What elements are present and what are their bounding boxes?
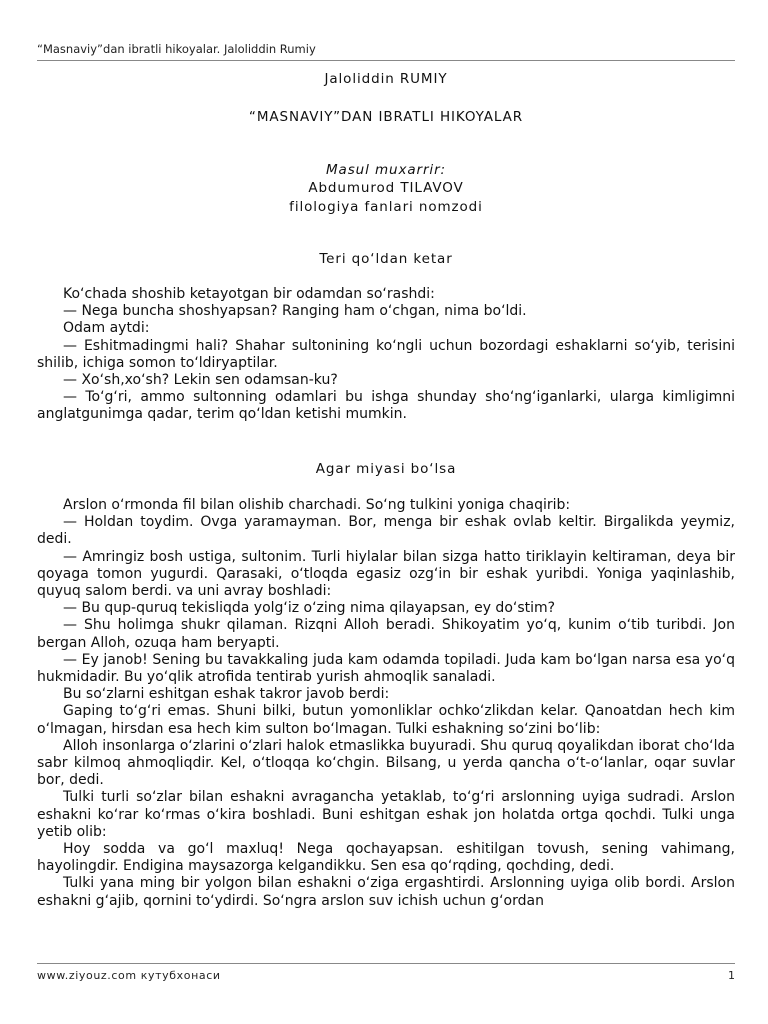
paragraph: Hoy sodda va go‘l maxluq! Nega qochayapsan. eshitilgan tovush, sening vahimang, hayolingdir. Endigina maysazorga kelgandikku. Sen esa qo‘rqding, qochding, dedi.: [37, 841, 735, 875]
story-body-1: [37, 286, 735, 424]
paragraph: — Holdan toydim. Ovga yaramayman. Bor, menga bir eshak ovlab keltir. Birgalikda yeymiz, dedi.: [37, 514, 735, 548]
paragraph: Odam aytdi:: [63, 320, 150, 337]
paragraph: Gaping to‘g‘ri emas. Shuni bilki, butun yomonliklar ochko‘zlikdan kelar. Qanoatdan hech kim o‘lmagan, hirsdan esa hech kim sulton bo‘lmagan. Tulki eshakning so‘zini bo‘lib:: [37, 703, 735, 737]
paragraph: — Amringiz bosh ustiga, sultonim. Turli hiylalar bilan sizga hatto tiriklayin keltiraman, deya bir qoyaga tomon yugurdi. Qarasaki, o‘tloqda egasiz ozg‘in bir eshak yuribdi. Yoniga yaqinlashib, quyuq salom berdi. va uni avray boshladi:: [37, 548, 735, 600]
paragraph: Ko‘chada shoshib ketayotgan bir odamdan so‘rashdi:: [63, 286, 435, 302]
story-body-2: [37, 497, 735, 910]
paragraph: — Nega buncha shoshyapsan? Ranging ham o‘chgan, nima bo‘ldi.: [63, 303, 527, 320]
paragraph: — Bu qup-quruq tekisliqda yolg‘iz o‘zing nima qilayapsan, ey do‘stim?: [63, 600, 556, 617]
author-name: Jaloliddin RUMIY: [324, 71, 448, 87]
paragraph: — Ey janob! Sening bu tavakkaling juda kam odamda topiladi. Juda kam bo‘lgan narsa esa yo‘q hukmidadir. Bu yo‘qlik atrofida tentirab yurish ahmoqlik sanaladi.: [37, 651, 735, 686]
paragraph: — Shu holimga shukr qilaman. Rizqni Alloh beradi. Shikoyatim yo‘q, kunim o‘tib turibdi. Jon bergan Alloh, ozuqa ham beryapti.: [37, 617, 735, 651]
editor-role: Masul muxarrir:: [326, 162, 446, 178]
paragraph: Tulki turli so‘zlar bilan eshakni avragancha yetaklab, to‘g‘ri arslonning uyiga sudradi. Arslon eshakni ko‘rar ko‘rmas o‘kira boshladi. Buni eshitgan eshak jon holatda ortga qochdi. Tulki unga yetib olib:: [37, 789, 735, 840]
book-title: “MASNAVIY”DAN IBRATLI HIKOYALAR: [248, 109, 524, 125]
paragraph: Arslon o‘rmonda fil bilan olishib charchadi. So‘ng tulkini yoniga chaqirib:: [63, 497, 571, 513]
page-footer: [37, 963, 735, 982]
editor-degree: filologiya fanlari nomzodi: [289, 199, 483, 215]
paragraph: — To‘g‘ri, ammo sultonning odamlari bu ishga shunday sho‘ng‘iganlarki, ularga kimligimni anglatgunimga qadar, terim qo‘ldan ketishi mumkin.: [37, 389, 735, 423]
paragraph: — Eshitmadingmi hali? Shahar sultonining ko‘ngli uchun bozordagi eshaklarni so‘yib, terisini shilib, ichiga somon to‘ldiryaptilar.: [37, 337, 735, 371]
story-title-1: Teri qo‘ldan ketar: [319, 251, 453, 267]
paragraph: — Xo‘sh,xo‘sh? Lekin sen odamsan-ku?: [63, 372, 338, 389]
editor-name: Abdumurod TILAVOV: [308, 180, 464, 196]
running-header: “Masnaviy”dan ibratli hikoyalar. Jaloliddin Rumiy: [37, 42, 735, 61]
paragraph: Tulki yana ming bir yolgon bilan eshakni o‘ziga ergashtirdi. Arslonning uyiga olib bordi. Arslon eshakni g‘ajib, qornini to‘ydirdi. So‘ngra arslon suv ichish uchun g‘ordan: [37, 875, 735, 909]
story-title-2: Agar miyasi bo‘lsa: [315, 461, 457, 477]
page-number: 1: [728, 969, 735, 982]
paragraph: Alloh insonlarga o‘zlarini o‘zlari halok etmaslikka buyuradi. Shu quruq qoyalikdan iborat cho‘lda sabr kilmoq ahmoqliqdir. Kel, o‘tloqqa ko‘chgin. Bilsang, u yerda qancha o‘t-o‘lanlar, oqar suvlar bor, dedi.: [37, 737, 735, 789]
footer-site-link[interactable]: www.ziyouz.com кутубхонаси: [37, 969, 221, 982]
paragraph: Bu so‘zlarni eshitgan eshak takror javob berdi:: [63, 686, 390, 703]
